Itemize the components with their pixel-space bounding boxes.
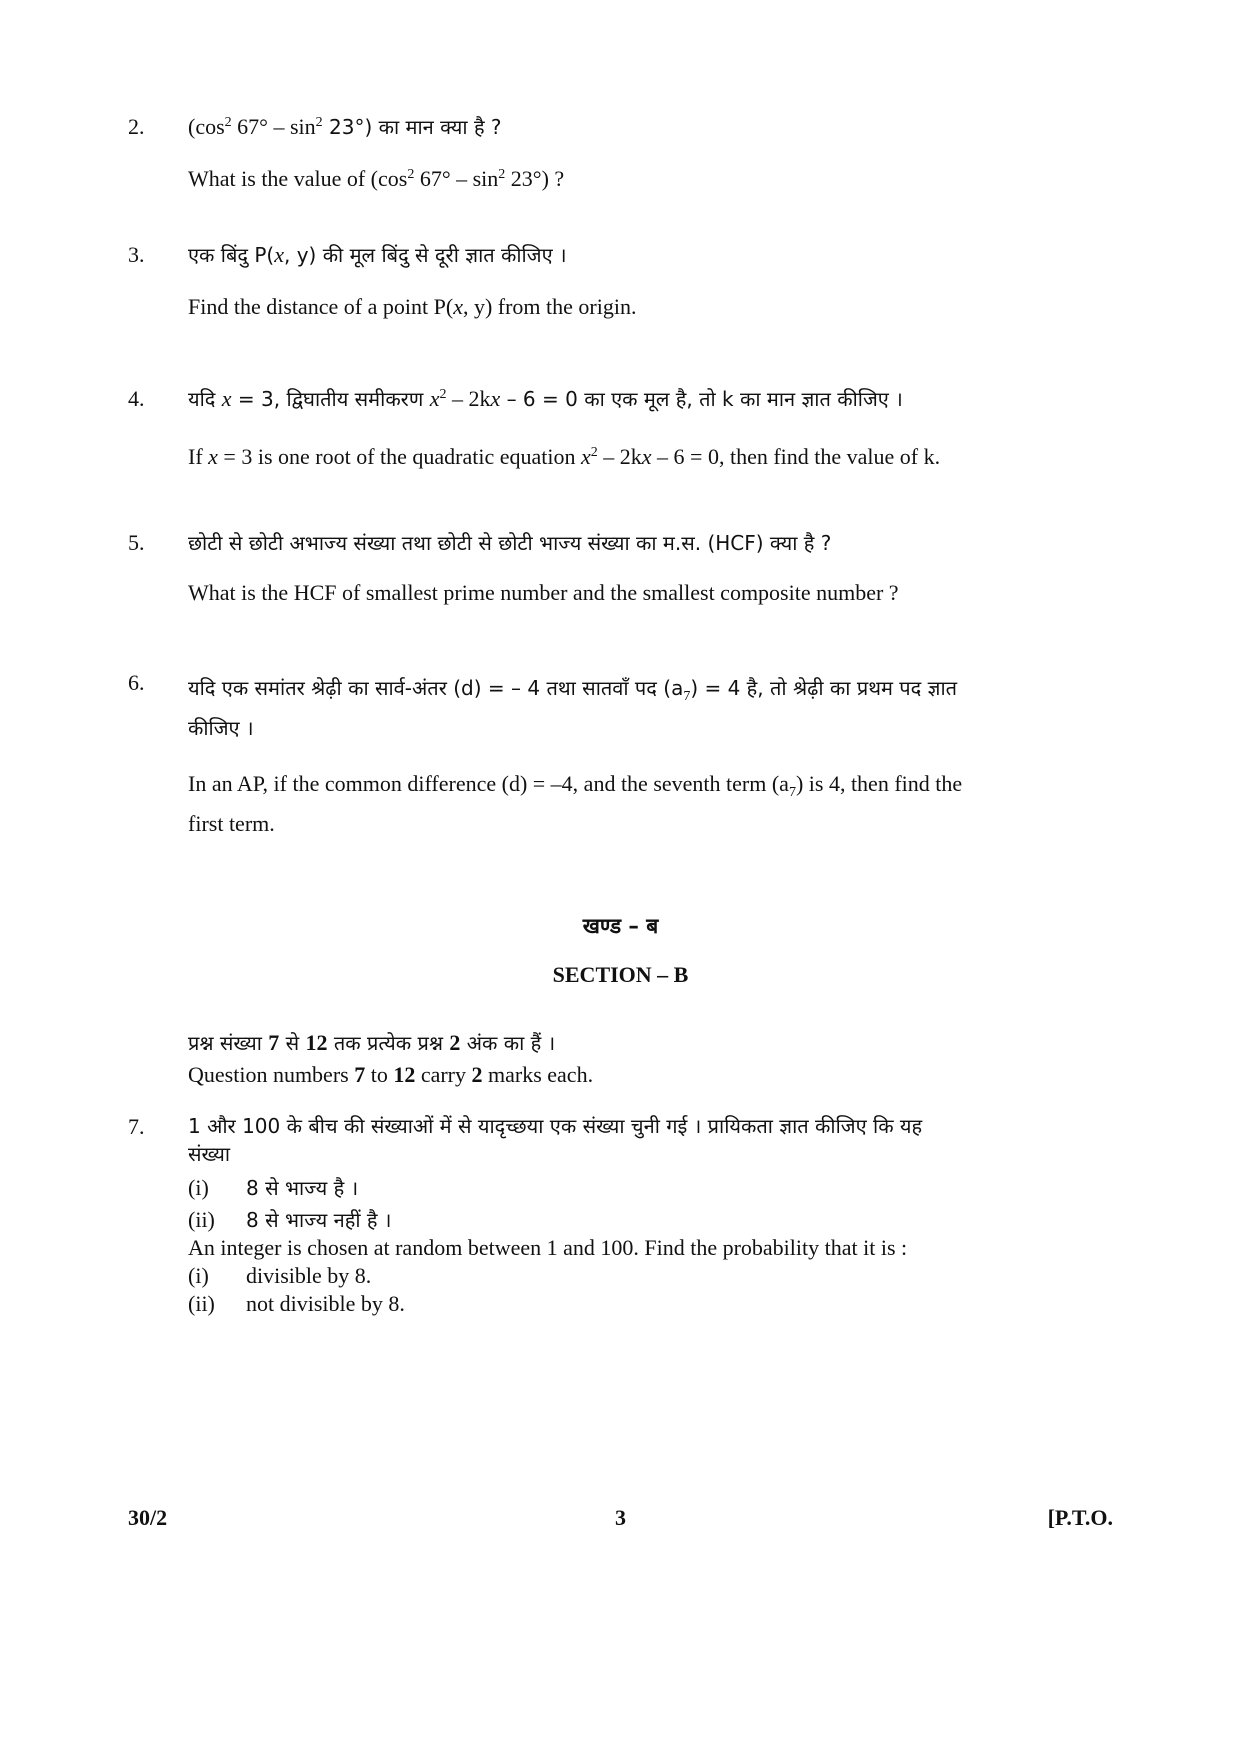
question-number: 2. (128, 114, 145, 139)
pto-label: [P.T.O. (1047, 1505, 1113, 1530)
text: 2 (449, 1030, 461, 1055)
text: कीजिए । (188, 716, 254, 740)
paper-code: 30/2 (128, 1505, 168, 1530)
question-english (188, 292, 1088, 322)
text: 23°) ? (505, 166, 565, 191)
text: तक प्रत्येक प्रश्न (327, 1031, 450, 1055)
exponent: 2 (224, 115, 232, 130)
variable: x (274, 242, 284, 267)
section-title-hindi: खण्ड – ब (582, 914, 659, 938)
text: 2 (471, 1062, 483, 1087)
text: – 6 = 0, then find the value of k. (651, 444, 941, 469)
text: 23°) का मान क्या है ? (322, 115, 502, 139)
variable: x (221, 386, 232, 411)
text: , y) की मूल बिंदु से दूरी ज्ञात कीजिए । (283, 243, 567, 267)
text: first term. (188, 811, 275, 836)
text: In an AP, if the common difference (d) = –4, and the seventh term (a (188, 771, 789, 796)
text: If (188, 444, 209, 469)
text: प्रश्न संख्या (188, 1031, 269, 1055)
question-english-line: An integer is chosen at random between 1 and 100. Find the probability that it is : (188, 1235, 908, 1260)
sub-label: (ii) (188, 1207, 215, 1232)
text: यदि एक समांतर श्रेढ़ी का सार्व-अंतर (d) = – 4 तथा सातवाँ पद (a (188, 676, 684, 700)
question-english: What is the HCF of smallest prime number and the smallest composite number ? (188, 580, 899, 605)
question-number: 3. (128, 242, 145, 267)
question-hindi-line: 1 और 100 के बीच की संख्याओं में से यादृच्छया एक संख्या चुनी गई । प्रायिकता ज्ञात कीजिए कि यह (188, 1114, 923, 1138)
text: एक बिंदु P( (188, 243, 275, 267)
exponent: 2 (315, 115, 323, 130)
sub-question (188, 1206, 1088, 1234)
sub-question (188, 1262, 1088, 1290)
text: Question numbers (188, 1062, 355, 1087)
question-number: 7. (128, 1114, 145, 1139)
text: 7 (354, 1062, 366, 1087)
text: carry (415, 1062, 472, 1087)
sub-label: (i) (188, 1263, 209, 1288)
question-hindi (188, 240, 1088, 270)
question-english (188, 442, 1088, 472)
text: = 3 is one root of the quadratic equation (217, 444, 582, 469)
variable: x (490, 386, 501, 411)
question-english (188, 164, 1088, 194)
question-number: 6. (128, 670, 145, 695)
instruction-hindi (188, 1028, 1088, 1058)
sub-question (188, 1174, 1088, 1202)
exponent: 2 (407, 167, 415, 182)
text: 7 (268, 1030, 280, 1055)
question-number: 4. (128, 386, 145, 411)
variable: x (429, 386, 440, 411)
text: अंक का हैं । (460, 1031, 556, 1055)
text: – 2k (446, 386, 491, 411)
question-hindi (188, 384, 1088, 414)
text: से (279, 1031, 306, 1055)
sub-question (188, 1290, 1088, 1318)
question-english (188, 764, 1088, 844)
text: 12 (305, 1030, 328, 1055)
exponent: 2 (590, 445, 598, 460)
text: (cos (188, 114, 225, 139)
variable: x (641, 444, 652, 469)
text: marks each. (482, 1062, 594, 1087)
sub-text: 8 से भाज्य नहीं है । (246, 1208, 392, 1232)
text: = 3, द्विघातीय समीकरण (231, 387, 430, 411)
text: What is the value of (cos (188, 166, 408, 191)
exponent: 2 (439, 387, 447, 402)
text: 12 (393, 1062, 416, 1087)
subscript: 7 (683, 689, 691, 704)
text: 67° – sin (414, 166, 499, 191)
text: to (365, 1062, 394, 1087)
text: ) is 4, then find the (795, 771, 963, 796)
exponent: 2 (498, 167, 506, 182)
text: ) = 4 है, तो श्रेढ़ी का प्रथम पद ज्ञात (690, 676, 958, 700)
section-title-english: SECTION – B (552, 962, 689, 987)
sub-label: (ii) (188, 1291, 215, 1316)
text: , y) from the origin. (462, 294, 637, 319)
question-hindi (188, 668, 1088, 748)
instruction-english (188, 1060, 1088, 1090)
sub-label: (i) (188, 1175, 209, 1200)
question-hindi-line: संख्या (188, 1142, 230, 1166)
variable: x (581, 444, 591, 469)
text: – 6 = 0 का एक मूल है, तो k का मान ज्ञात कीजिए । (500, 387, 903, 411)
text: यदि (188, 387, 222, 411)
page-number: 3 (615, 1505, 626, 1530)
question-hindi: छोटी से छोटी अभाज्य संख्या तथा छोटी से छोटी भाज्य संख्या का म.स. (HCF) क्या है ? (188, 531, 832, 555)
subscript: 7 (788, 785, 796, 800)
sub-text: 8 से भाज्य है । (246, 1176, 359, 1200)
variable: x (453, 294, 463, 319)
sub-text: divisible by 8. (246, 1263, 372, 1288)
question-hindi (188, 112, 1088, 142)
question-number: 5. (128, 530, 145, 555)
text: – 2k (597, 444, 642, 469)
text: 67° – sin (231, 114, 316, 139)
sub-text: not divisible by 8. (246, 1291, 405, 1316)
text: Find the distance of a point P( (188, 294, 454, 319)
variable: x (208, 444, 218, 469)
